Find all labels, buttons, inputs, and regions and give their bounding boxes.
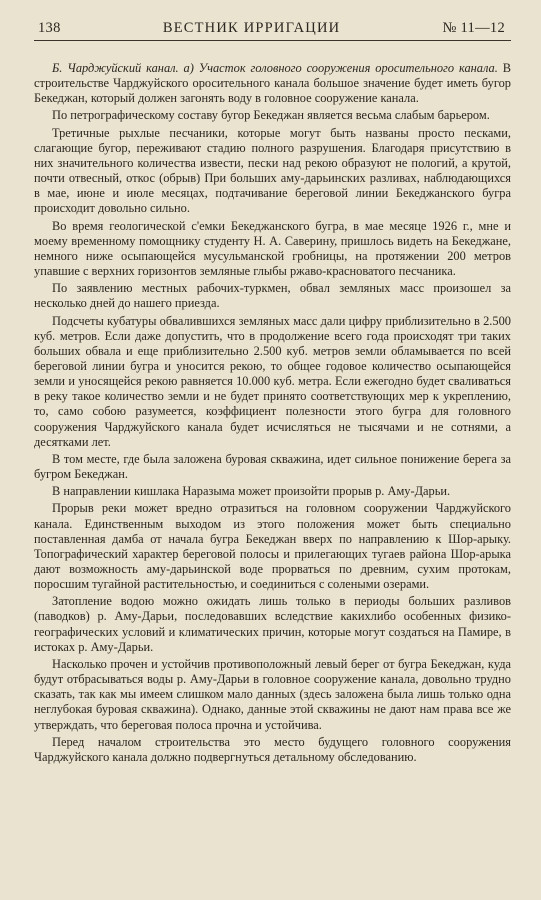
paragraph: Перед началом строительства это место будущего головного сооружения Чарджуйского канала должно подвергнуться детальному обследованию. (34, 734, 511, 764)
paragraph: Насколько прочен и устойчив противоположный левый берег от бугра Бекеджан, куда будут отбрасываться воды р. Аму-Дарьи в головное сооружение канала, довольно трудно сказать, так как мы имеем слишком мало данных (здесь заложена была лишь только одна неглубокая буровая скважина). Однако, данные этой скважины не дают нам права все же утверждать, что береговая полоса прочна и устойчива. (34, 656, 511, 732)
paragraph: По заявлению местных рабочих-туркмен, обвал земляных масс произошел за несколько дней до нашего приезда. (34, 281, 511, 311)
section-heading: Б. Чарджуйский канал. а) Участок головного сооружения оросительного канала. (52, 61, 498, 75)
paragraph-lead (34, 61, 511, 106)
paragraph: Подсчеты кубатуры обвалившихся земляных масс дали цифру приблизительно в 2.500 куб. метров. Если даже допустить, что в продолжение всего года происходят три таких больших обвала и еще приблизительно 2.500 куб. метров земли обламывается по всей береговой линии бугра и уносится рекою, то общее годовое количество осыпающейся земли и уносящейся рекою равняется 10.000 куб. метра. Если ежегодно будет сваливаться в реку такое количество земли и не будет принято соответствующих мер к укреплению, то, само собою разумеется, коэффициент полезности этого бугра для головного сооружения Чарджуйского канала будет исчисляться не тысячами и не сотнями, а десятками лет. (34, 313, 511, 449)
paragraph: Во время геологической с'емки Бекеджанского бугра, в мае месяце 1926 г., мне и моему временному помощнику студенту Н. А. Саверину, пришлось видеть на Бекеджане, немного ниже осыпающейся мусульманской гробницы, на протяжении 200 метров упавшие с верхних горизонтов земляные глыбы ржаво-красноватого песчаника. (34, 218, 511, 279)
paragraph: Прорыв реки может вредно отразиться на головном сооружении Чарджуйского канала. Единственным выходом из этого положения может быть специально поставленная дамба от начала бугра Бекеджан вверх по направлению к Шор-арыку. Топографический характер береговой полосы и прилегающих тугаев района Шор-арыка дают возможность аму-дарьинской воде прорваться по древним, сухим протокам, поросшим тугайной растительностью, и соединиться с солеными озерами. (34, 501, 511, 592)
lead-text: В строительстве Чарджуйского оросительного канала большое значение будет иметь бугор Бекеджан, который должен загонять воду в головное сооружение канала. (34, 61, 511, 106)
paragraph: В том месте, где была заложена буровая скважина, идет сильное понижение берега за бугром Бекеджан. (34, 451, 511, 482)
paragraph: Третичные рыхлые песчаники, которые могут быть названы просто песками, слагающие бугор, переживают стадию полного разрушения. Благодаря присутствию в них значительного количества извести, пески над рекою образуют не пологий, а крутой, почти отвесный, откос (обрыв) При больших аму-дарьинских разливах, наблюдающихся в мае, июне и июле месяцах, подтачивание береговой линии Бекеджанского бугра происходит довольно сильно. (34, 125, 511, 216)
running-header (34, 20, 511, 41)
page-number: 138 (38, 20, 61, 36)
issue-number: № 11—12 (442, 20, 505, 36)
article-body (34, 61, 511, 765)
paragraph: В направлении кишлака Наразыма может произойти прорыв р. Аму-Дарьи. (52, 484, 451, 499)
paragraph: По петрографическому составу бугор Бекеджан является весьма слабым барьером. (52, 108, 490, 123)
paragraph: Затопление водою можно ожидать лишь только в периоды больших разливов (паводков) р. Аму-Дарьи, последовавших вследствие какихлибо особенных физико-географических условий и климатических причин, которые могут создаться на Памире, в истоках р. Аму-Дарьи. (34, 594, 511, 654)
journal-title: ВЕСТНИК ИРРИГАЦИИ (162, 20, 341, 36)
